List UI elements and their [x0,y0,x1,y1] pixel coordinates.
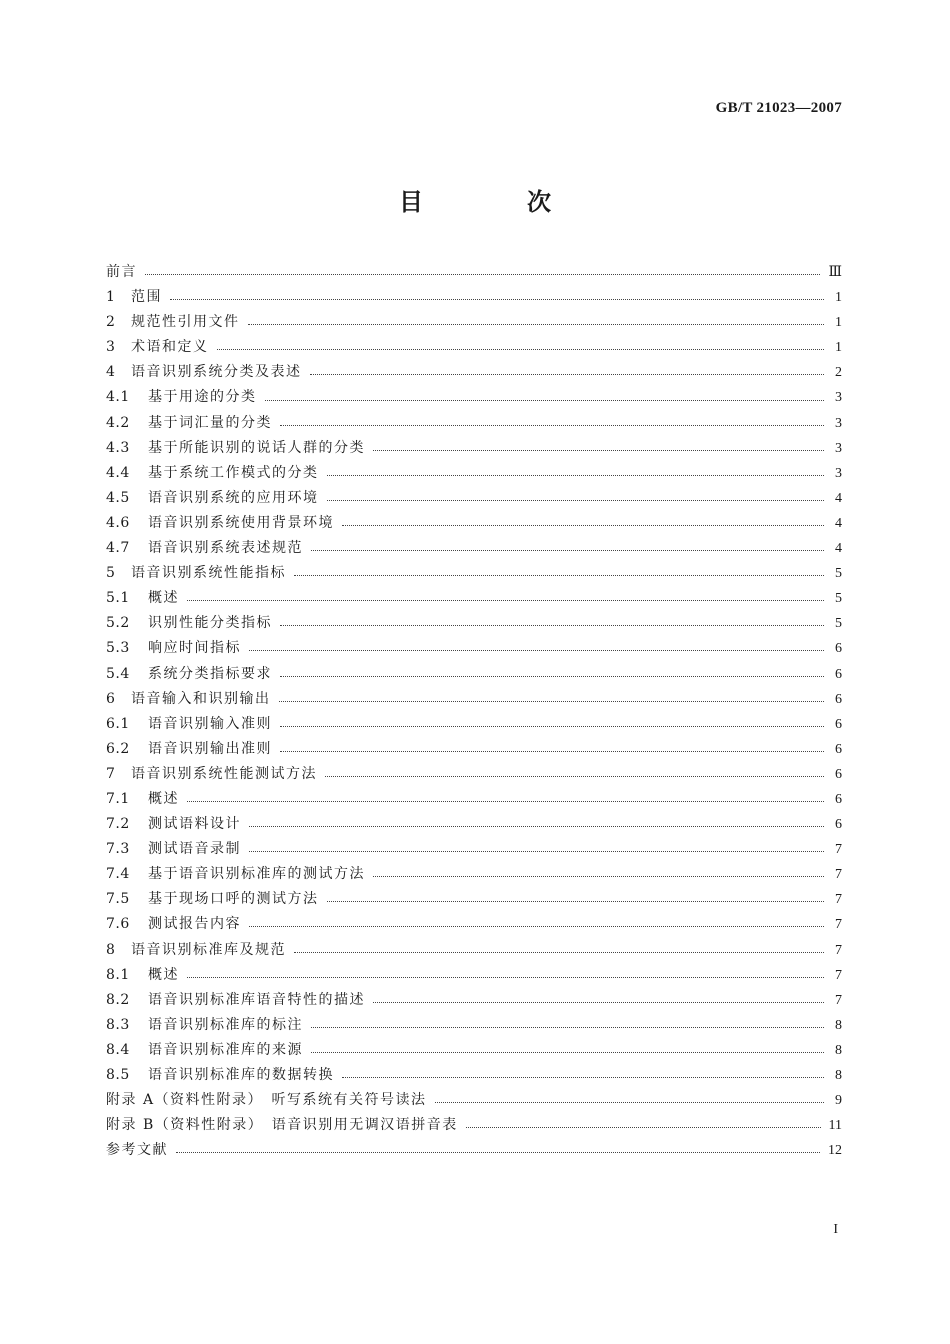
toc-entry[interactable] [106,411,842,436]
toc-entry-page: 6 [835,641,842,657]
toc-entry[interactable] [106,461,842,486]
toc-entry-title: 响应时间指标 [148,640,241,657]
toc-entry-title: 语音识别系统分类及表述 [131,364,302,381]
toc-entry-label [106,1038,311,1063]
toc-entry-label [106,260,145,285]
toc-entry-page: 7 [835,992,842,1008]
toc-entry-number: 4.7 [106,540,130,557]
dot-leader [248,324,825,325]
toc-entry-label [106,385,265,410]
dot-leader [311,1027,824,1028]
toc-entry[interactable] [106,988,842,1013]
dot-leader [280,751,824,752]
dot-leader [373,1002,824,1003]
dot-leader [217,349,825,350]
toc-entry-label [106,536,311,561]
dot-leader [310,374,825,375]
toc-entry[interactable] [106,687,842,712]
toc-entry-page: 7 [835,917,842,933]
toc-entry-page: Ⅲ [828,265,842,280]
toc-entry-title: 概述 [148,790,179,807]
toc-entry-title: 基于词汇量的分类 [148,414,272,431]
toc-entry-title: 基于用途的分类 [148,389,257,406]
toc-entry[interactable] [106,285,842,310]
dot-leader [280,726,824,727]
toc-entry[interactable] [106,385,842,410]
toc-entry-page: 8 [835,1017,842,1033]
toc-entry-number: 4 [106,364,116,381]
dot-leader [294,575,824,576]
toc-entry[interactable] [106,486,842,511]
dot-leader [342,1077,824,1078]
dot-leader [327,901,825,902]
dot-leader [187,801,824,802]
toc-entry-title: 测试报告内容 [148,916,241,933]
dot-leader [279,701,825,702]
toc-entry-label [106,812,249,837]
toc-entry-label [106,687,279,712]
toc-entry[interactable] [106,1088,842,1113]
toc-entry-page: 8 [835,1068,842,1083]
toc-entry-label [106,285,170,310]
toc-entry[interactable] [106,737,842,762]
toc-entry-label [106,963,187,988]
dot-leader [373,876,824,877]
toc-entry[interactable] [106,887,842,912]
toc-entry-number: 8.2 [106,991,130,1008]
toc-entry-label [106,1113,466,1138]
toc-entry[interactable] [106,912,842,937]
toc-entry-label [106,988,373,1013]
toc-entry-number: 5 [106,565,116,582]
toc-entry-title: 测试语音录制 [148,841,241,858]
toc-entry-title: 概述 [148,590,179,607]
toc-entry-title: 语音输入和识别输出 [131,690,271,707]
toc-entry[interactable] [106,837,842,862]
toc-entry-number: 6.1 [106,715,130,732]
dot-leader [187,977,824,978]
toc-entry-page: 3 [835,465,842,481]
toc-entry-title: 规范性引用文件 [131,314,240,331]
toc-entry-number: 5.2 [106,615,130,632]
toc-entry-number: 5.3 [106,640,130,657]
toc-entry-page: 8 [835,1042,842,1058]
dot-leader [265,400,825,401]
toc-entry-page: 1 [835,315,842,331]
toc-entry[interactable] [106,762,842,787]
toc-entry-label [106,1063,342,1088]
toc-entry-label [106,712,280,737]
toc-entry-title: 语音识别标准库的标注 [148,1016,303,1033]
toc-entry-page: 3 [835,415,842,431]
toc-entry-label [106,586,187,611]
page-number: I [833,1222,838,1237]
toc-entry-page: 1 [835,340,842,356]
toc-entry[interactable] [106,636,842,661]
toc-entry-title: 语音识别标准库的数据转换 [148,1067,334,1083]
toc-entry[interactable] [106,611,842,636]
dot-leader [373,450,824,451]
toc-entry-label [106,1088,435,1113]
toc-entry-title: 语音识别系统性能指标 [131,565,286,582]
toc-entry-title: 附录 A（资料性附录） 听写系统有关符号读法 [106,1092,427,1109]
toc-entry-number: 7.6 [106,916,130,933]
dot-leader [435,1102,824,1103]
toc-entry-label [106,887,327,912]
toc-entry-label [106,636,249,661]
toc-entry-number: 7.3 [106,841,130,858]
toc-entry-page: 7 [835,842,842,858]
toc-entry-label [106,662,280,687]
toc-entry-title: 系统分类指标要求 [148,665,272,682]
dot-leader [342,525,824,526]
toc-entry-page: 5 [835,616,842,632]
toc-entry-page: 6 [835,766,842,782]
toc-entry-label [106,360,310,385]
toc-entry-label [106,436,373,461]
toc-entry-label [106,486,327,511]
toc-entry-title: 语音识别输入准则 [148,715,272,732]
dot-leader [325,776,824,777]
toc-entry-label [106,938,294,963]
toc-entry-number: 6.2 [106,740,130,757]
toc-entry[interactable] [106,662,842,687]
toc-entry[interactable] [106,1138,842,1163]
toc-entry[interactable] [106,310,842,335]
toc-entry-page: 6 [835,666,842,682]
toc-entry-page: 4 [835,490,842,506]
toc-entry[interactable] [106,360,842,385]
toc-entry-number: 7.1 [106,790,130,807]
toc-entry-title: 语音识别标准库的来源 [148,1041,303,1058]
dot-leader [327,500,825,501]
toc-entry-title: 附录 B（资料性附录） 语音识别用无调汉语拼音表 [106,1117,458,1134]
toc-entry[interactable] [106,712,842,737]
toc-entry-number: 7.4 [106,866,130,883]
dot-leader [466,1127,821,1128]
toc-entry-number: 4.1 [106,389,130,406]
toc-entry-number: 2 [106,314,116,331]
toc-entry-title: 基于语音识别标准库的测试方法 [148,866,365,883]
toc-entry[interactable] [106,436,842,461]
dot-leader [311,550,824,551]
toc-entry[interactable] [106,1063,842,1088]
toc-entry-title: 前言 [106,264,137,280]
toc-entry-label [106,1138,176,1163]
dot-leader [170,299,824,300]
toc-entry-number: 3 [106,339,116,356]
toc-entry-title: 语音识别标准库及规范 [131,941,286,958]
toc-entry-label [106,411,280,436]
toc-entry[interactable] [106,586,842,611]
toc-entry-title: 概述 [148,966,179,983]
toc-entry-label [106,461,327,486]
toc-entry-title: 语音识别标准库语音特性的描述 [148,991,365,1008]
toc-entry-title: 语音识别系统使用背景环境 [148,514,334,531]
toc-entry[interactable] [106,787,842,812]
toc-entry-page: 1 [835,290,842,306]
dot-leader [294,952,824,953]
toc-entry-page: 2 [835,365,842,381]
toc-entry-title: 语音识别系统的应用环境 [148,489,319,506]
toc-entry-title: 基于现场口呼的测试方法 [148,891,319,908]
dot-leader [280,676,824,677]
dot-leader [145,274,820,275]
toc-entry-page: 6 [835,716,842,732]
toc-entry[interactable] [106,511,842,536]
toc-entry[interactable] [106,812,842,837]
toc-entry-title: 基于系统工作模式的分类 [148,464,319,481]
toc-entry-title: 测试语料设计 [148,816,241,833]
toc-entry[interactable] [106,938,842,963]
toc-entry[interactable] [106,963,842,988]
toc-entry-number: 8.5 [106,1067,130,1083]
toc-entry-title: 语音识别系统表述规范 [148,540,303,557]
dot-leader [327,475,825,476]
toc-entry-label [106,762,325,787]
toc-entry-label [106,837,249,862]
toc-entry-number: 5.1 [106,590,130,607]
toc-entry-label [106,862,373,887]
dot-leader [187,600,824,601]
toc-entry-page: 5 [835,591,842,607]
toc-entry-page: 7 [835,967,842,983]
toc-entry-label [106,912,249,937]
toc-entry-label [106,611,280,636]
toc-entry-label [106,561,294,586]
toc-entry-number: 4.4 [106,464,130,481]
toc-entry-label [106,737,280,762]
toc-entry-page: 4 [835,541,842,557]
toc-entry-number: 4.5 [106,489,130,506]
toc-entry-number: 1 [106,289,116,306]
toc-entry-title: 语音识别系统性能测试方法 [131,765,317,782]
dot-leader [280,425,824,426]
toc-entry-number: 6 [106,690,116,707]
table-of-contents [106,260,842,1163]
toc-entry-label [106,335,217,360]
toc-entry-page: 12 [828,1143,842,1159]
toc-entry-title: 基于所能识别的说话人群的分类 [148,439,365,456]
toc-entry-number: 7 [106,765,116,782]
toc-entry-page: 6 [835,791,842,807]
toc-entry-page: 3 [835,440,842,456]
toc-entry-page: 3 [835,390,842,406]
toc-entry-number: 7.2 [106,816,130,833]
toc-entry-label [106,787,187,812]
toc-entry[interactable] [106,561,842,586]
toc-entry-number: 7.5 [106,891,130,908]
toc-entry[interactable] [106,1038,842,1063]
toc-entry-number: 8.3 [106,1016,130,1033]
toc-entry-number: 5.4 [106,665,130,682]
toc-entry-label [106,511,342,536]
toc-entry[interactable] [106,536,842,561]
dot-leader [176,1152,820,1153]
toc-entry-page: 7 [835,892,842,908]
toc-entry-page: 6 [835,741,842,757]
page-title: 目 次 [399,188,591,216]
toc-entry-title: 识别性能分类指标 [148,615,272,632]
toc-entry-page: 4 [835,515,842,531]
toc-entry-label [106,1013,311,1038]
toc-entry[interactable] [106,260,842,285]
toc-entry[interactable] [106,335,842,360]
toc-entry-number: 4.6 [106,514,130,531]
dot-leader [249,926,824,927]
toc-entry[interactable] [106,1113,842,1138]
toc-entry-page: 7 [835,942,842,958]
toc-entry-number: 8.1 [106,966,130,983]
standard-number: GB/T 21023—2007 [715,100,842,116]
dot-leader [311,1052,824,1053]
toc-entry-number: 8 [106,941,116,958]
dot-leader [249,851,824,852]
toc-entry-number: 4.3 [106,439,130,456]
toc-entry-label [106,310,248,335]
toc-entry-page: 9 [835,1093,842,1109]
dot-leader [249,826,824,827]
toc-entry[interactable] [106,862,842,887]
dot-leader [249,650,824,651]
toc-entry-page: 11 [828,1118,842,1134]
toc-entry-title: 语音识别输出准则 [148,740,272,757]
toc-entry-page: 6 [835,817,842,833]
toc-entry-title: 术语和定义 [131,339,209,356]
toc-entry-page: 7 [835,867,842,883]
toc-entry-number: 4.2 [106,414,130,431]
toc-entry-title: 参考文献 [106,1142,168,1159]
dot-leader [280,625,824,626]
toc-entry-number: 8.4 [106,1041,130,1058]
toc-entry-title: 范围 [131,289,162,306]
toc-entry-page: 5 [835,566,842,582]
toc-entry-page: 6 [835,691,842,707]
toc-entry[interactable] [106,1013,842,1038]
